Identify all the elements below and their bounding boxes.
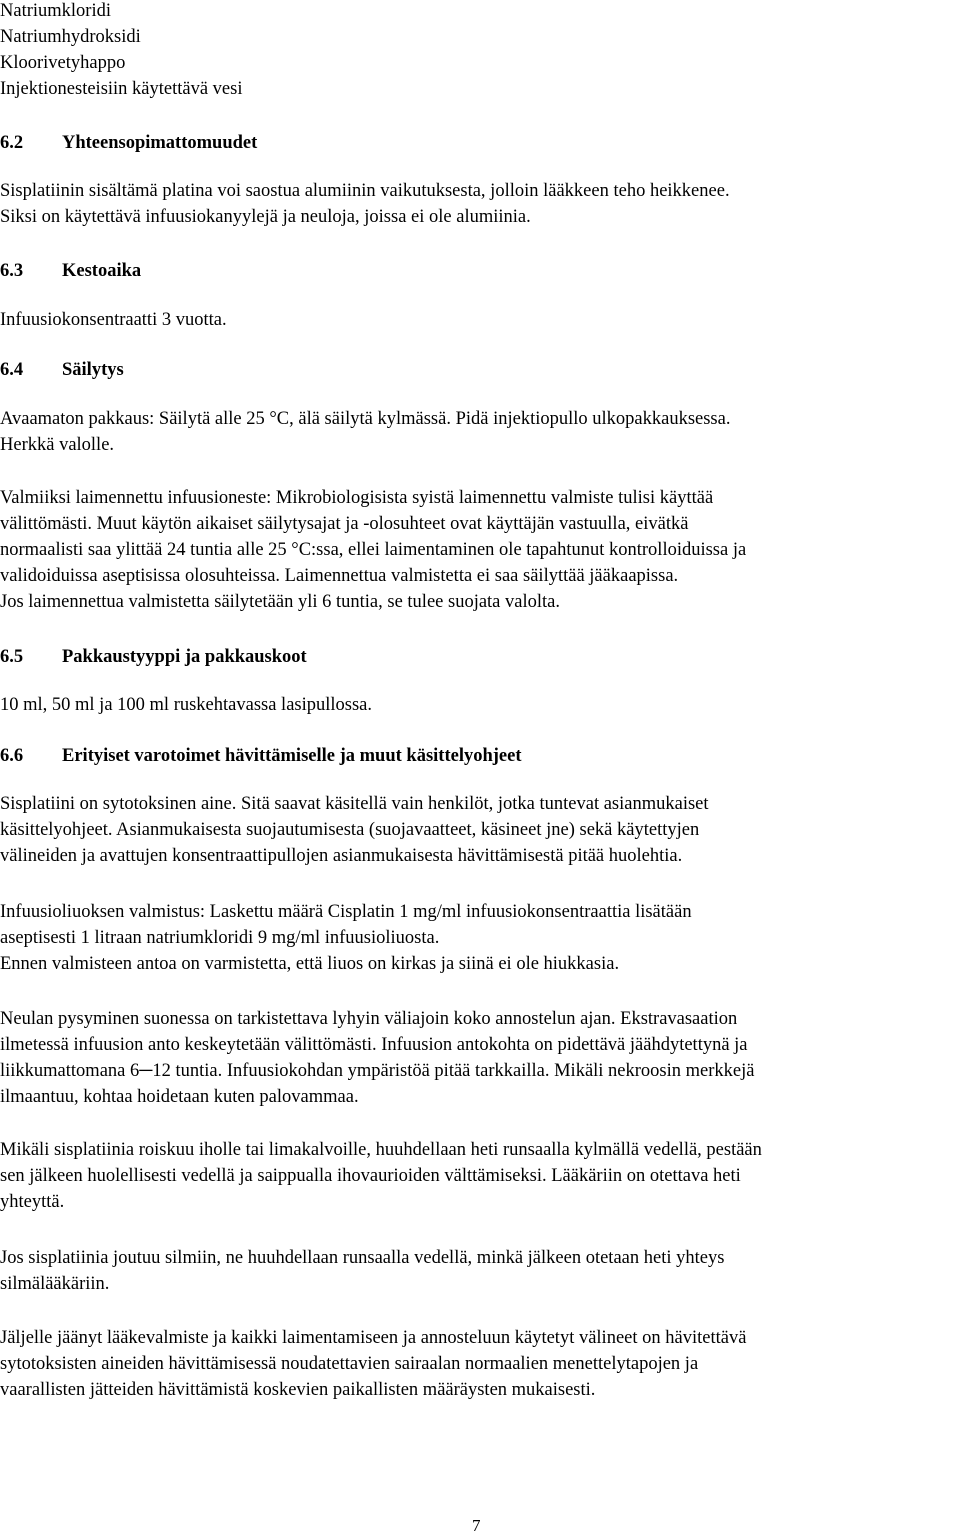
paragraph-line: Herkkä valolle. <box>0 435 115 455</box>
section-number: 6.4 <box>0 360 24 380</box>
paragraph-line: Ennen valmisteen antoa on varmistetta, että liuos on kirkas ja siinä ei ole hiukkasia. <box>0 954 620 974</box>
paragraph-line: silmälääkäriin. <box>0 1274 110 1294</box>
section-heading-6-3 <box>0 258 141 284</box>
paragraph-line: Infuusiokonsentraatti 3 vuotta. <box>0 310 227 330</box>
ingredient-item: Natriumkloridi <box>0 1 111 21</box>
section-number: 6.3 <box>0 261 24 281</box>
paragraph-line: välittömästi. Muut käytön aikaiset säilytysajat ja -olosuhteet ovat käyttäjän vastuulla, eivätkä <box>0 514 689 534</box>
section-heading-6-6 <box>0 743 522 769</box>
paragraph-line: käsittelyohjeet. Asianmukaisesta suojautumisesta (suojavaatteet, käsineet jne) sekä käytettyjen <box>0 820 700 840</box>
ingredient-item: Natriumhydroksidi <box>0 27 141 47</box>
paragraph-line: aseptisesti 1 litraan natriumkloridi 9 mg/ml infuusioliuosta. <box>0 928 440 948</box>
ingredient-item: Kloorivetyhappo <box>0 53 126 73</box>
paragraph-line: Infuusioliuoksen valmistus: Laskettu määrä Cisplatin 1 mg/ml infuusiokonsentraattia lisätään <box>0 902 692 922</box>
page-number: 7 <box>472 1516 481 1535</box>
section-title: Erityiset varotoimet hävittämiselle ja muut käsittelyohjeet <box>62 746 522 766</box>
paragraph-line: sytotoksisten aineiden hävittämisessä noudatettavien sairaalan normaalien menettelytapojen ja <box>0 1354 699 1374</box>
section-heading-6-2 <box>0 130 257 156</box>
paragraph-line: yhteyttä. <box>0 1192 65 1212</box>
paragraph-line: välineiden ja avattujen konsentraattipullojen asianmukaisesta hävittämisestä pitää huolehtia. <box>0 846 683 866</box>
section-title: Kestoaika <box>62 261 142 281</box>
paragraph-line: normaalisti saa ylittää 24 tuntia alle 25 °C:ssa, ellei laimentaminen ole tapahtunut kontrolloiduissa ja <box>0 540 747 560</box>
section-title: Pakkaustyyppi ja pakkauskoot <box>62 647 307 667</box>
section-title: Säilytys <box>62 360 124 380</box>
paragraph-line: Sisplatiinin sisältämä platina voi saostua alumiinin vaikutuksesta, jolloin lääkkeen teho heikkenee. <box>0 181 730 201</box>
paragraph-line: Avaamaton pakkaus: Säilytä alle 25 °C, älä säilytä kylmässä. Pidä injektiopullo ulkopakkauksessa. <box>0 409 731 429</box>
section-heading-6-4 <box>0 357 124 383</box>
section-number: 6.2 <box>0 133 24 153</box>
ingredient-item: Injektionesteisiin käytettävä vesi <box>0 79 243 99</box>
paragraph-line: sen jälkeen huolellisesti vedellä ja saippualla ihovaurioiden välttämiseksi. Lääkäriin on otettava heti <box>0 1166 741 1186</box>
paragraph-line: 10 ml, 50 ml ja 100 ml ruskehtavassa lasipullossa. <box>0 695 373 715</box>
paragraph-line: Neulan pysyminen suonessa on tarkistettava lyhyin väliajoin koko annostelun ajan. Ekstravasaation <box>0 1009 738 1029</box>
paragraph-line: validoiduissa aseptisissa olosuhteissa. Laimennettua valmistetta ei saa säilyttää jääkaapissa. <box>0 566 679 586</box>
paragraph-line: Valmiiksi laimennettu infuusioneste: Mikrobiologisista syistä laimennettu valmiste tulisi käyttää <box>0 488 714 508</box>
paragraph-line: vaarallisten jätteiden hävittämistä koskevien paikallisten määräysten mukaisesti. <box>0 1380 596 1400</box>
paragraph-line: Sisplatiini on sytotoksinen aine. Sitä saavat käsitellä vain henkilöt, jotka tuntevat asianmukaiset <box>0 794 709 814</box>
section-number: 6.6 <box>0 746 24 766</box>
paragraph-line: Mikäli sisplatiinia roiskuu iholle tai limakalvoille, huuhdellaan heti runsaalla kylmällä vedellä, pestään <box>0 1140 762 1160</box>
paragraph-line: ilmaantuu, kohtaa hoidetaan kuten palovammaa. <box>0 1087 359 1107</box>
paragraph-line: liikkumattomana 6─12 tuntia. Infuusiokohdan ympäristöä pitää tarkkailla. Mikäli nekroosin merkkejä <box>0 1061 755 1081</box>
paragraph-line: Jäljelle jäänyt lääkevalmiste ja kaikki laimentamiseen ja annosteluun käytetyt välineet on hävitettävä <box>0 1328 747 1348</box>
paragraph-line: Jos laimennettua valmistetta säilytetään yli 6 tuntia, se tulee suojata valolta. <box>0 592 560 612</box>
paragraph-line: Siksi on käytettävä infuusiokanyylejä ja neuloja, joissa ei ole alumiinia. <box>0 207 531 227</box>
section-title: Yhteensopimattomuudet <box>62 133 258 153</box>
section-number: 6.5 <box>0 647 24 667</box>
paragraph-line: Jos sisplatiinia joutuu silmiin, ne huuhdellaan runsaalla vedellä, minkä jälkeen otetaan heti yhteys <box>0 1248 725 1268</box>
section-heading-6-5 <box>0 644 307 670</box>
paragraph-line: ilmetessä infuusion anto keskeytetään välittömästi. Infuusion antokohta on pidettävä jäähdytettynä ja <box>0 1035 748 1055</box>
